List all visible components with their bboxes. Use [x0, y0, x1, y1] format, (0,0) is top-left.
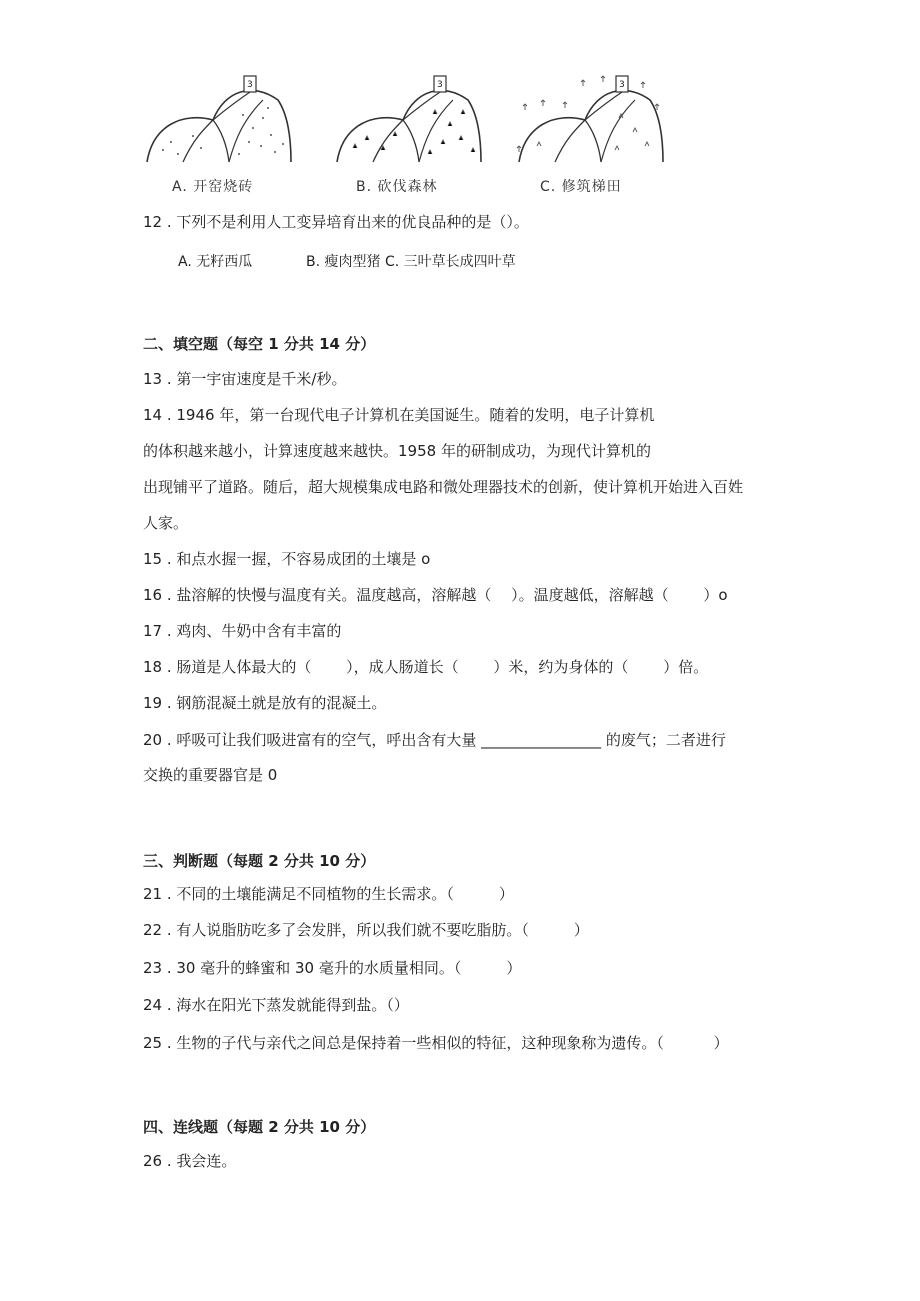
question-14-line4: 人家。 — [143, 514, 189, 532]
hill-label: 3 — [619, 80, 625, 90]
question-21: 21 . 不同的土壤能满足不同植物的生长需求。（ ） — [143, 885, 514, 903]
section-fill-blank-title: 二、填空题（每空 1 分共 14 分） — [143, 335, 376, 353]
question-15: 15 . 和点水握一握，不容易成团的土壤是 o — [143, 550, 431, 568]
question-13: 13 . 第一宇宙速度是千米/秒。 — [143, 370, 347, 388]
question-26: 26 . 我会连。 — [143, 1152, 237, 1170]
question-14-line3: 出现铺平了道路。随后，超大规模集成电路和微处理器技术的创新，使计算机开始进入百姓 — [143, 478, 744, 496]
figure-caption-c: C. 修筑梯田 — [540, 179, 622, 195]
question-14-line2: 的体积越来越小，计算速度越来越快。1958 年的研制成功，为现代计算机的 — [143, 442, 651, 460]
hill-label: 3 — [247, 80, 253, 90]
q12-option-a: A. 无籽西瓜 — [178, 254, 253, 270]
question-14-line1: 14 . 1946 年，第一台现代电子计算机在美国诞生。随着的发明，电子计算机 — [143, 406, 655, 424]
question-12: 12 . 下列不是利用人工变异培育出来的优良品种的是（）。 — [143, 213, 529, 231]
figure-a-kiln-hill — [143, 70, 293, 165]
question-16: 16 . 盐溶解的快慢与温度有关。温度越高，溶解越（ ）。温度越低，溶解越（ ）o — [143, 586, 728, 604]
figure-c-terrace-hill — [515, 70, 665, 165]
figure-b-deforest-hill — [333, 70, 483, 165]
section-true-false-title: 三、判断题（每题 2 分共 10 分） — [143, 852, 376, 870]
question-24: 24 . 海水在阳光下蒸发就能得到盐。（） — [143, 996, 409, 1014]
question-18: 18 . 肠道是人体最大的（ ），成人肠道长（ ）米，约为身体的（ ）倍。 — [143, 658, 709, 676]
question-20-line1: 20 . 呼吸可让我们吸进富有的空气，呼出含有大量 ________________ 的废气；二者进行 — [143, 731, 726, 749]
section-matching-title: 四、连线题（每题 2 分共 10 分） — [143, 1118, 376, 1136]
question-19: 19 . 钢筋混凝土就是放有的混凝土。 — [143, 694, 387, 712]
question-23: 23 . 30 毫升的蜂蜜和 30 毫升的水质量相同。（ ） — [143, 959, 522, 977]
figure-caption-b: B. 砍伐森林 — [356, 179, 438, 195]
question-25: 25 . 生物的子代与亲代之间总是保持着一些相似的特征，这种现象称为遗传。（ ） — [143, 1034, 729, 1052]
hill-label: 3 — [437, 80, 443, 90]
question-20-line2: 交换的重要器官是 0 — [143, 766, 278, 784]
question-22: 22 . 有人说脂肪吃多了会发胖，所以我们就不要吃脂肪。（ ） — [143, 921, 589, 939]
q12-option-b-c: B. 瘦肉型猪 C. 三叶草长成四叶草 — [306, 254, 516, 270]
figure-caption-a: A. 开窑烧砖 — [172, 179, 254, 195]
question-17: 17 . 鸡肉、牛奶中含有丰富的 — [143, 622, 342, 640]
